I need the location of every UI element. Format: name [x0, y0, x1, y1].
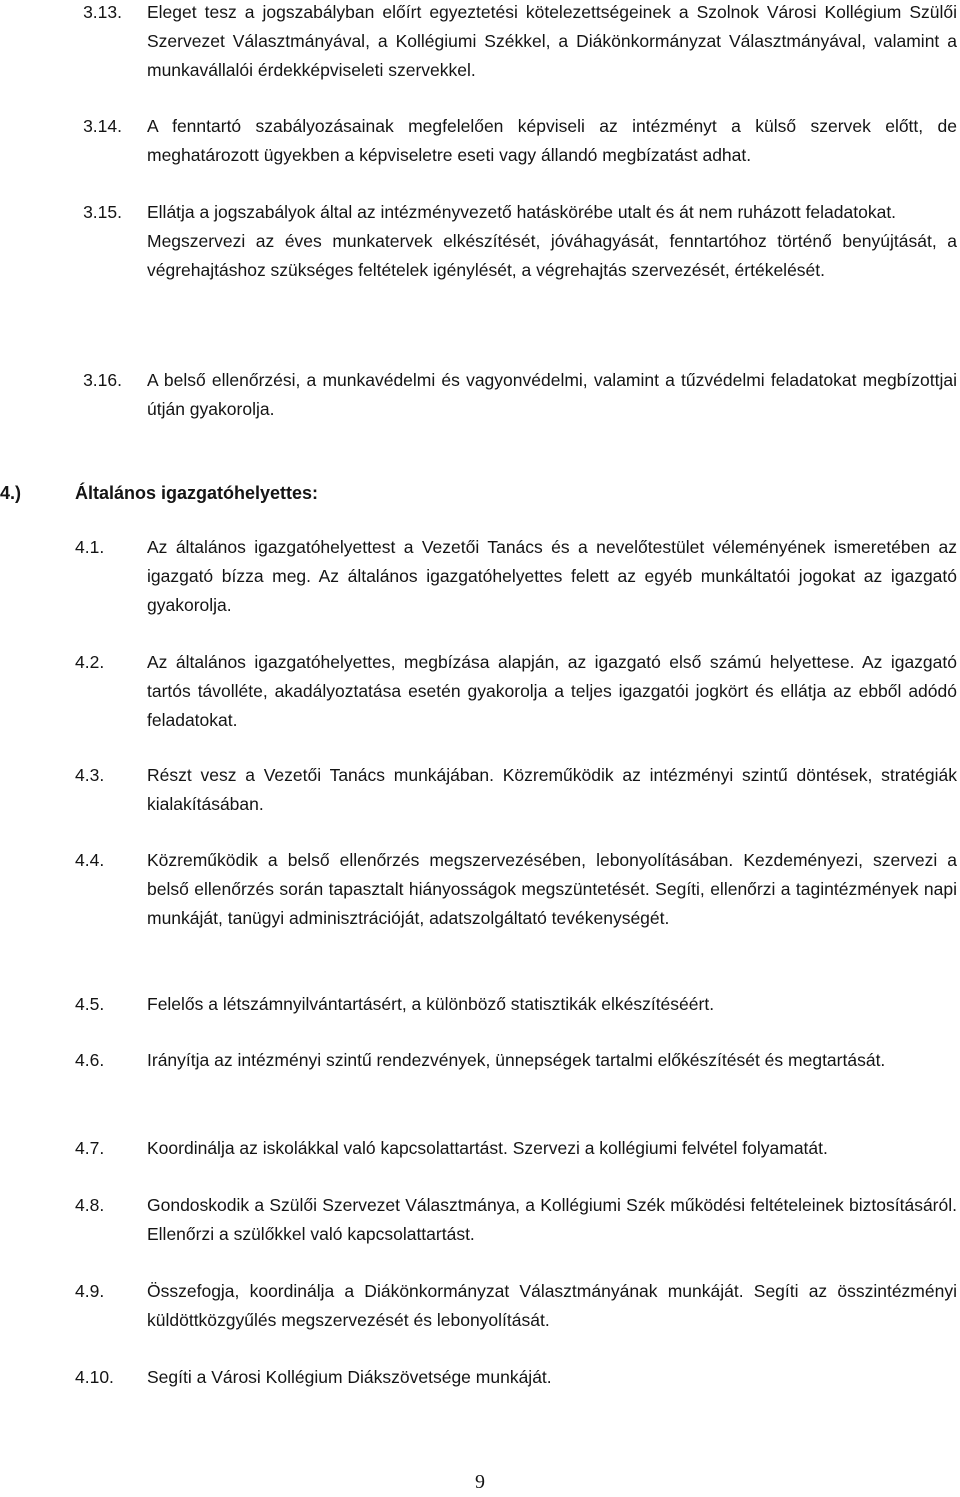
- item-text-continued: Megszervezi az éves munkatervek elkészítését, jóváhagyását, fenntartóhoz történő benyújtását, a végrehajtáshoz szükséges feltételek igénylését, a végrehajtás szervezését, értékelését.: [147, 231, 957, 280]
- section-title: Általános igazgatóhelyettes:: [75, 483, 319, 503]
- item-number: 4.7.: [75, 1138, 105, 1158]
- item-text: Felelős a létszámnyilvántartásért, a különböző statisztikák elkészítéséért.: [147, 994, 715, 1014]
- item-text: Eleget tesz a jogszabályban előírt egyeztetési kötelezettségeinek a Szolnok Városi Kollégium Szülői Szervezet Választmányával, a Kollégiumi Székkel, a Diákönkormányzat Választmányával, valamint a munkavállalói érdekképviseleti szervekkel.: [147, 2, 957, 80]
- item-number: 4.5.: [75, 994, 105, 1014]
- item-text: Segíti a Városi Kollégium Diákszövetsége munkáját.: [147, 1367, 552, 1387]
- item-number: 4.2.: [75, 652, 105, 672]
- item-number: 3.13.: [83, 2, 122, 22]
- item-text: Közreműködik a belső ellenőrzés megszervezésében, lebonyolításában. Kezdeményezi, szervezi a belső ellenőrzés során tapasztalt hiányosságok megszüntetését. Segíti, ellenőrzi a tagintézmények napi munkáját, tanügyi adminisztrációját, adatszolgáltató tevékenységét.: [147, 850, 957, 928]
- item-number: 4.4.: [75, 850, 105, 870]
- item-number: 3.14.: [83, 116, 122, 136]
- item-number: 4.6.: [75, 1050, 105, 1070]
- item-text: Ellátja a jogszabályok által az intézményvezető hatáskörébe utalt és át nem ruházott feladatokat.: [147, 202, 897, 222]
- item-number: 4.1.: [75, 537, 105, 557]
- item-text: A belső ellenőrzési, a munkavédelmi és vagyonvédelmi, valamint a tűzvédelmi feladatokat megbízottjai útján gyakorolja.: [147, 370, 957, 419]
- item-number: 3.15.: [83, 202, 122, 222]
- item-text-block: [147, 198, 957, 285]
- page-number: 9: [475, 1471, 485, 1493]
- item-text: Az általános igazgatóhelyettes, megbízása alapján, az igazgató első számú helyettese. Az igazgató tartós távolléte, akadályoztatása esetén gyakorolja a teljes igazgatói jogkört és ellátja az ebből adódó feladatokat.: [147, 652, 957, 730]
- item-number: 4.3.: [75, 765, 105, 785]
- item-text: Irányítja az intézményi szintű rendezvények, ünnepségek tartalmi előkészítését és megtartását.: [147, 1050, 886, 1070]
- item-text: A fenntartó szabályozásainak megfelelően képviseli az intézményt a külső szervek előtt, de meghatározott ügyekben a képviseletre eseti vagy állandó megbízatást adhat.: [147, 116, 957, 165]
- section-number: 4.): [0, 483, 22, 503]
- item-text: Koordinálja az iskolákkal való kapcsolattartást. Szervezi a kollégiumi felvétel folyamatát.: [147, 1138, 828, 1158]
- item-number: 3.16.: [83, 370, 122, 390]
- item-text: Részt vesz a Vezetői Tanács munkájában. Közreműködik az intézményi szintű döntések, stratégiák kialakításában.: [147, 765, 957, 814]
- item-text: Az általános igazgatóhelyettest a Vezetői Tanács és a nevelőtestület véleményének ismeretében az igazgató bízza meg. Az általános igazgatóhelyettes felett az egyéb munkáltatói jogokat az igazgató gyakorolja.: [147, 537, 957, 615]
- item-number: 4.10.: [75, 1367, 114, 1387]
- item-text: Gondoskodik a Szülői Szervezet Választmánya, a Kollégiumi Szék működési feltételeinek biztosításáról. Ellenőrzi a szülőkkel való kapcsolattartást.: [147, 1195, 957, 1244]
- item-text: Összefogja, koordinálja a Diákönkormányzat Választmányának munkáját. Segíti az összintézményi küldöttközgyűlés megszervezését és lebonyolítását.: [147, 1281, 957, 1330]
- item-number: 4.8.: [75, 1195, 105, 1215]
- item-number: 4.9.: [75, 1281, 105, 1301]
